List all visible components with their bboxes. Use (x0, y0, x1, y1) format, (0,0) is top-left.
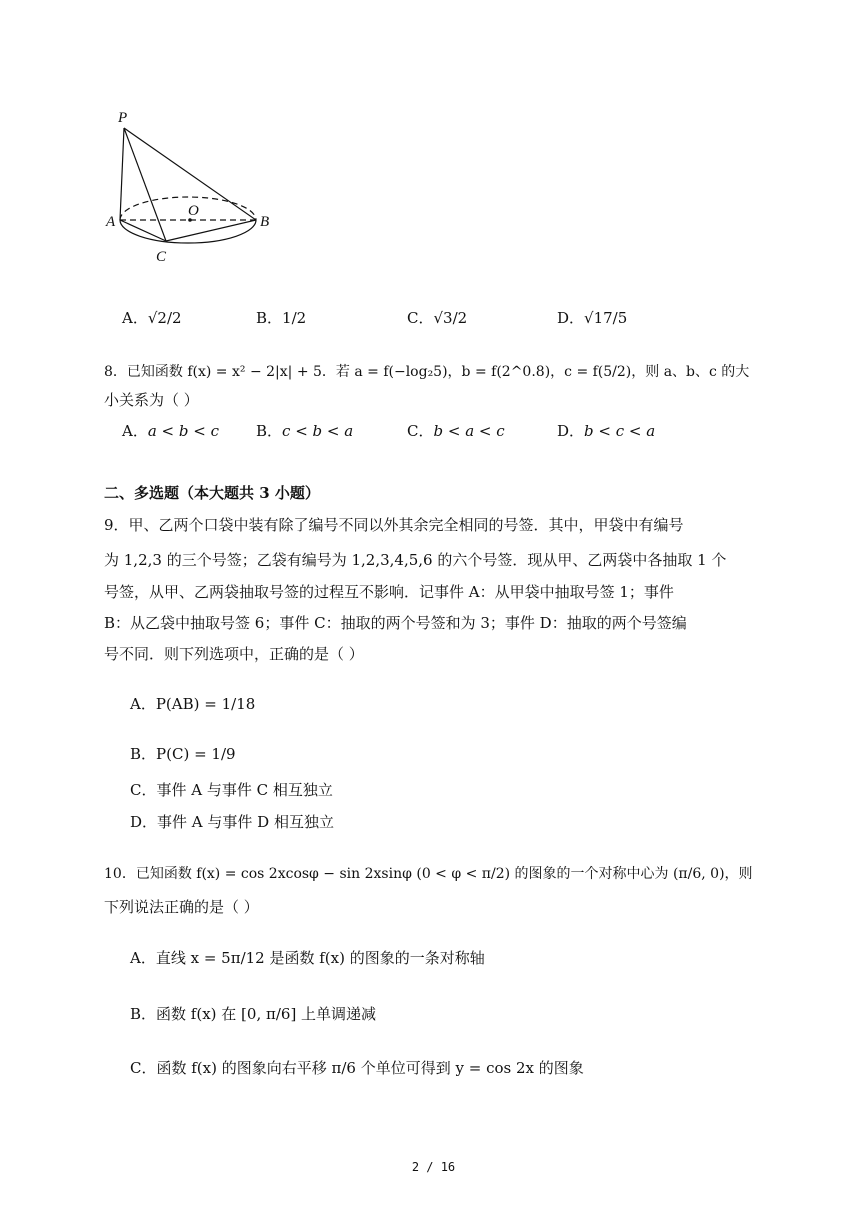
label-c: C (156, 249, 167, 265)
q10-stem-line2: 下列说法正确的是（ ） (104, 898, 259, 916)
edge-cb (166, 220, 256, 241)
q9-option-a: A．P(AB) = 1/18 (130, 695, 256, 713)
q9-stem-line2: 为 1,2,3 的三个号签；乙袋有编号为 1,2,3,4,5,6 的六个号签．现从甲、乙两袋中各抽取 1 个 (104, 551, 727, 569)
base-ellipse-front (120, 220, 256, 243)
q9-option-c: C．事件 A 与事件 C 相互独立 (130, 781, 333, 799)
section-heading: 二、多选题（本大题共 3 小题） (104, 484, 320, 502)
q9-option-b: B．P(C) = 1/9 (130, 745, 236, 763)
q10-option-c: C．函数 f(x) 的图象向右平移 π/6 个单位可得到 y = cos 2x 的图象 (130, 1059, 584, 1077)
label-o: O (188, 203, 199, 219)
q7-option-a: A．√2/2 (122, 309, 182, 327)
q10-stem-line1: 10．已知函数 f(x) = cos 2xcosφ − sin 2xsinφ (0 < φ < π/2) 的图象的一个对称中心为 (π/6, 0)，则 (104, 866, 753, 882)
q9-stem-line5: 号不同．则下列选项中，正确的是（ ） (104, 645, 364, 663)
cone-figure (100, 100, 280, 270)
q8-stem-line2: 小关系为（ ） (104, 391, 199, 409)
q7-option-d: D．√17/5 (557, 309, 628, 327)
q8-option-d: D．b < c < a (557, 422, 656, 440)
q9-stem-line3: 号签，从甲、乙两袋抽取号签的过程互不影响．记事件 A：从甲袋中抽取号签 1；事件 (104, 583, 674, 601)
q9-stem-line1: 9．甲、乙两个口袋中装有除了编号不同以外其余完全相同的号签．其中，甲袋中有编号 (104, 516, 684, 534)
q7-option-b: B．1/2 (256, 309, 307, 327)
q8-option-a: A．a < b < c (122, 422, 219, 440)
q8-option-c: C．b < a < c (407, 422, 505, 440)
q8-option-b: B．c < b < a (256, 422, 354, 440)
q9-option-d: D．事件 A 与事件 D 相互独立 (130, 813, 334, 831)
q7-option-c: C．√3/2 (407, 309, 468, 327)
label-p: P (118, 110, 128, 126)
label-a: A (106, 214, 116, 230)
edge-pa (120, 128, 124, 220)
q10-option-b: B．函数 f(x) 在 [0, π/6] 上单调递减 (130, 1005, 377, 1023)
label-b: B (260, 214, 270, 230)
q8-stem-line1: 8．已知函数 f(x) = x² − 2|x| + 5．若 a = f(−log₂5)，b = f(2^0.8)，c = f(5/2)，则 a、b、c 的大 (104, 364, 750, 380)
q9-stem-line4: B：从乙袋中抽取号签 6；事件 C：抽取的两个号签和为 3；事件 D：抽取的两个号签编 (104, 614, 687, 632)
page-number: 2 / 16 (411, 1160, 456, 1174)
q10-option-a: A．直线 x = 5π/12 是函数 f(x) 的图象的一条对称轴 (130, 949, 485, 967)
